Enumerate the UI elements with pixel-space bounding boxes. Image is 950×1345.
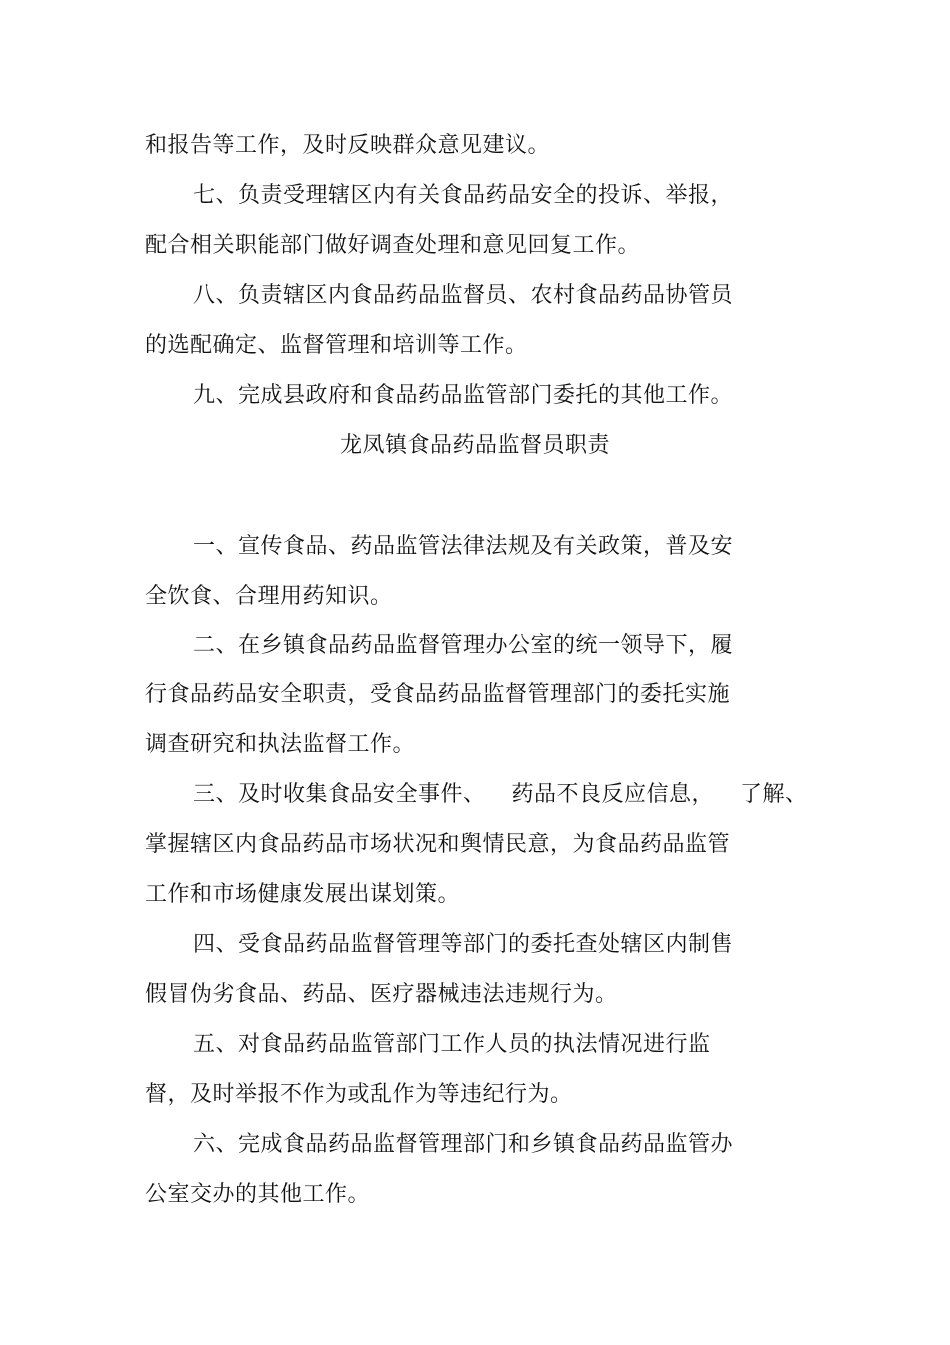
- paragraph-line: 的选配确定、监督管理和培训等工作。: [145, 333, 528, 358]
- paragraph-line: 八、负责辖区内食品药品监督员、农村食品药品协管员: [193, 283, 734, 308]
- line-segment: 三、及时收集食品安全事件、: [193, 782, 486, 807]
- paragraph-line: [193, 780, 808, 810]
- section-title: 龙凤镇食品药品监督员职责: [339, 433, 610, 458]
- paragraph-line: 九、完成县政府和食品药品监管部门委托的其他工作。: [193, 383, 734, 408]
- paragraph-line: 假冒伪劣食品、药品、医疗器械违法违规行为。: [145, 982, 618, 1007]
- paragraph-line: 工作和市场健康发展出谋划策。: [145, 882, 461, 907]
- line-segment: 了解、: [740, 782, 808, 807]
- paragraph-line: 全饮食、合理用药知识。: [145, 584, 393, 609]
- paragraph-line: 公室交办的其他工作。: [145, 1182, 371, 1207]
- paragraph-line: 配合相关职能部门做好调查处理和意见回复工作。: [145, 233, 641, 258]
- paragraph-line: 一、宣传食品、药品监管法律法规及有关政策，普及安: [193, 534, 734, 559]
- line-segment: 药品不良反应信息，: [511, 782, 715, 807]
- paragraph-line: 行食品药品安全职责，受食品药品监督管理部门的委托实施: [145, 682, 731, 707]
- paragraph-line: 四、受食品药品监督管理等部门的委托查处辖区内制售: [193, 932, 734, 957]
- paragraph-line: 调查研究和执法监督工作。: [145, 732, 416, 757]
- paragraph-line: 督，及时举报不作为或乱作为等违纪行为。: [145, 1082, 573, 1107]
- continuation-line: 和报告等工作，及时反映群众意见建议。: [145, 133, 551, 158]
- paragraph-line: 七、负责受理辖区内有关食品药品安全的投诉、举报，: [193, 183, 734, 208]
- paragraph-line: 二、在乡镇食品药品监督管理办公室的统一领导下，履: [193, 633, 734, 658]
- paragraph-line: 五、对食品药品监管部门工作人员的执法情况进行监: [193, 1032, 711, 1057]
- paragraph-line: 掌握辖区内食品药品市场状况和舆情民意，为食品药品监管: [145, 832, 731, 857]
- paragraph-line: 六、完成食品药品监督管理部门和乡镇食品药品监管办: [193, 1132, 734, 1157]
